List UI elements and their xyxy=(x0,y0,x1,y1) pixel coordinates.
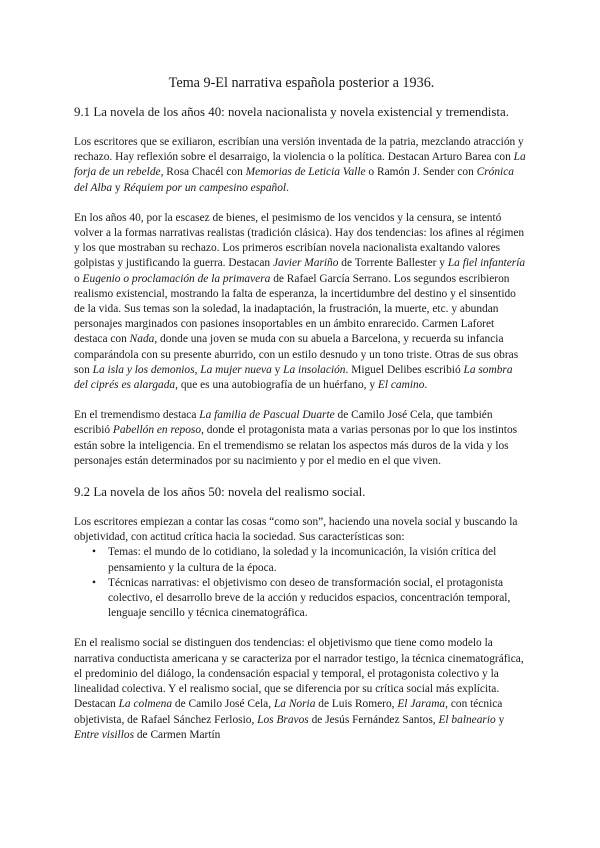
italic-title: Crónica del Alba xyxy=(74,166,514,194)
text-run: y xyxy=(112,181,124,194)
document-title: Tema 9-El narrativa española posterior a 1936. xyxy=(168,75,435,91)
text-run: de Rafael García Serrano. Los segundos escribieron realismo existencial, mostrando la falta de esperanza, la incertidumbre del destino y el sinsentido de la vida. Sus temas son la soledad, la inadaptación, la frustración, la muerte, etc. y abundan personajes marginados con pasiones insoportables en un ámbito enrarecido. Carmen Laforet destaca con xyxy=(74,272,516,346)
text-run: Los escritores empiezan a contar las cosas “como son”, haciendo una novela social y buscando la objetividad, con actitud crítica hacia la sociedad. Sus características son: xyxy=(74,516,518,544)
section-heading: 9.2 La novela de los años 50: novela del realismo social. xyxy=(74,485,366,500)
italic-title: Nada xyxy=(129,333,155,346)
text-run: . xyxy=(424,379,428,392)
text-run: , con técnica objetivista, de Rafael Sánchez Ferlosio, xyxy=(74,698,503,726)
italic-title: La mujer nueva xyxy=(200,363,272,376)
text-run: , donde una joven se muda con su abuela a Barcelona, y recuerda su infancia comparándola con su presente aburrido, con un estilo desnudo y un tono triste. Otras de sus obras son xyxy=(74,333,519,376)
text-run: de Camilo José Cela, xyxy=(172,698,274,711)
text-run: o xyxy=(74,272,83,285)
italic-title: El Jarama xyxy=(397,698,446,711)
text-run: y xyxy=(495,713,505,726)
text-run: En los años 40, por la escasez de bienes, el pesimismo de los vencidos y la censura, se intentó volver a la formas narrativas realistas (tradición clásica). Hay dos tendencias: los afines al régimen y los que mostraban su rechazo. Los primeros escribían novela nacionalista exaltando valores golpistas y justificando la guerra. Destacan xyxy=(74,211,525,270)
section-9-2 xyxy=(74,484,529,743)
bullet-list xyxy=(74,545,529,621)
italic-title: El balneario xyxy=(438,713,496,726)
text-run: de Carmen Martín xyxy=(134,728,221,741)
paragraph xyxy=(74,135,529,196)
italic-title: Entre visillos xyxy=(74,728,135,741)
italic-title: La Noria xyxy=(273,698,316,711)
text-run: y xyxy=(271,363,284,376)
italic-title: La sombra del ciprés es alargada xyxy=(74,363,513,392)
paragraph xyxy=(74,408,529,469)
italic-title: La colmena xyxy=(118,698,173,711)
text-run: Los escritores que se exiliaron, escribían una versión inventada de la patria, mezclando atracción y rechazo. Hay reflexión sobre el desarraigo, la violencia o la política. Destacan Arturo Barea con xyxy=(74,136,524,164)
text-run: de Jesús Fernández Santos, xyxy=(308,713,439,726)
text-run: , donde el protagonista mata a varias personas por lo que los instintos están sobre la inteligencia. En el tremendismo se relatan los aspectos más duros de la vida y los personajes están determinados por su nacimiento y por el medio en el que viven. xyxy=(74,424,518,467)
italic-title: La fiel infantería xyxy=(447,257,526,270)
italic-title: La insolación xyxy=(283,363,346,376)
paragraph xyxy=(74,636,529,742)
text-run: de Torrente Ballester y xyxy=(338,257,448,270)
italic-title: Memorias de Leticia Valle xyxy=(245,166,366,179)
section-9-1 xyxy=(74,104,529,469)
italic-title: Javier Mariño xyxy=(272,257,339,270)
italic-title: La familia de Pascual Duarte xyxy=(199,409,335,422)
italic-title: Eugenio o proclamación de la primavera xyxy=(82,272,271,285)
list-item: • Temas: el mundo de lo cotidiano, la soledad y la incomunicación, la visión crítica del pensamiento y la cultura de la época. xyxy=(108,545,529,575)
text-run: , xyxy=(194,363,201,376)
paragraph xyxy=(74,515,529,545)
text-run: . Miguel Delibes escribió xyxy=(345,363,464,376)
paragraph xyxy=(74,211,529,393)
italic-title: Los Bravos xyxy=(257,713,309,726)
text-run: o Ramón J. Sender con xyxy=(365,166,477,179)
section-heading: 9.1 La novela de los años 40: novela nacionalista y novela existencial y tremendista. xyxy=(74,105,509,119)
italic-title: La isla y los demonios xyxy=(92,363,195,376)
italic-title: La forja de un rebelde xyxy=(74,151,526,179)
text-run: En el realismo social se distinguen dos tendencias: el objetivismo que tiene como modelo la narrativa conductista americana y se caracteriza por el narrador testigo, la técnica cinematográfica, el predominio del diálogo, la condensación espacial y temporal, el protagonista colectivo y la linealidad colectiva. Y el realismo social, que se diferencia por su crítica social más explícita. Destacan xyxy=(74,637,524,711)
italic-title: Réquiem por un campesino español xyxy=(123,181,287,194)
text-run: de Camilo José Cela, que también escribió xyxy=(74,409,493,437)
text-run: En el tremendismo destaca xyxy=(74,409,200,422)
italic-title: El camino xyxy=(377,379,425,392)
italic-title: Pabellón en reposo xyxy=(112,424,202,437)
document-page xyxy=(74,74,529,758)
text-run: , que es una autobiografía de un huérfano, y xyxy=(175,379,378,392)
list-item: • Técnicas narrativas: el objetivismo con deseo de transformación social, el protagonista colectivo, el desarrollo breve de la acción y reducidos espacios, concentración temporal, lenguaje sencillo y técnica cinematográfica. xyxy=(108,576,529,622)
text-run: , Rosa Chacél con xyxy=(160,166,246,179)
text-run: de Luis Romero, xyxy=(315,698,398,711)
text-run: . xyxy=(286,181,289,194)
